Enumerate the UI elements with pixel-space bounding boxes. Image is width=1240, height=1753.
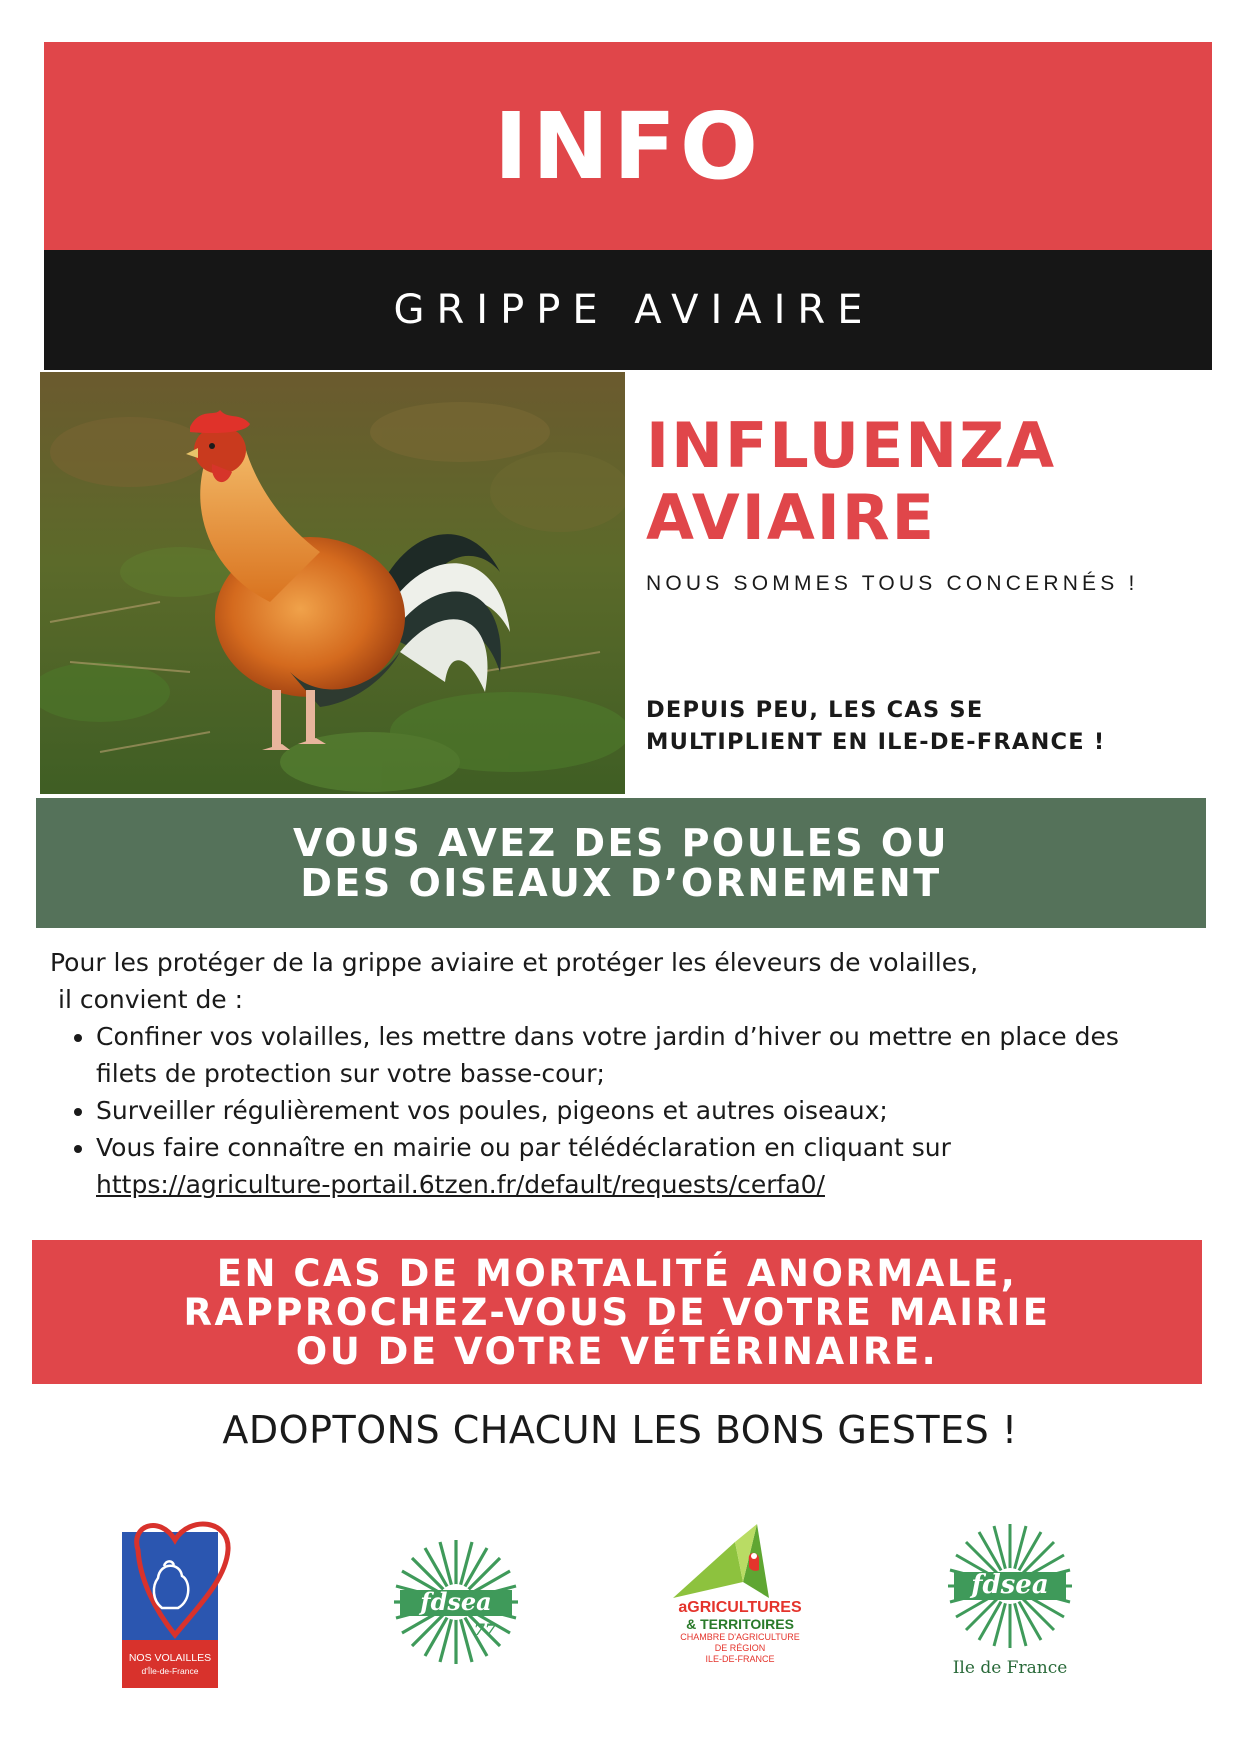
- list-item: [96, 1092, 1200, 1129]
- agri-region-name: ILE-DE-FRANCE: [705, 1654, 775, 1664]
- advice-list: [50, 1018, 1200, 1203]
- agri-name: aGRICULTURES: [678, 1599, 802, 1616]
- bullet-3-line1: Vous faire connaître en mairie ou par télédéclaration en cliquant sur: [96, 1133, 951, 1162]
- fdsea77-number: 77: [473, 1620, 497, 1639]
- headline-line2: AVIAIRE: [646, 481, 936, 554]
- fdsea-idf-region: Ile de France: [952, 1658, 1068, 1678]
- teledeclaration-link[interactable]: https://agriculture-portail.6tzen.fr/default/requests/cerfa0/: [96, 1170, 825, 1199]
- info-banner: [44, 42, 1212, 250]
- red-banner-line1: EN CAS DE MORTALITÉ ANORMALE,: [216, 1251, 1018, 1295]
- bullet-1-line2: filets de protection sur votre basse-cour;: [96, 1059, 605, 1088]
- green-banner-line2: DES OISEAUX D’ORNEMENT: [300, 861, 942, 905]
- list-item: [96, 1129, 1200, 1203]
- fdsea-idf-logo: [946, 1522, 1074, 1688]
- alert-line1: DEPUIS PEU, LES CAS SE: [646, 697, 984, 723]
- alert-line2: MULTIPLIENT EN ILE-DE-FRANCE !: [646, 729, 1106, 755]
- agri-subname: & TERRITOIRES: [686, 1616, 794, 1632]
- info-title: INFO: [493, 92, 763, 200]
- agri-chamber: CHAMBRE D'AGRICULTURE: [680, 1632, 800, 1642]
- fdsea-idf-name: fdsea: [971, 1570, 1049, 1600]
- rooster-photo: [40, 372, 625, 794]
- nos-volailles-logo: [120, 1510, 235, 1690]
- volailles-name: NOS VOLAILLES: [128, 1652, 212, 1664]
- bullet-2-line1: Surveiller régulièrement vos poules, pigeons et autres oiseaux;: [96, 1096, 888, 1125]
- fdsea77-name: fdsea: [420, 1587, 492, 1616]
- agricultures-mark-icon: [665, 1520, 815, 1600]
- agricultures-territoires-logo: [665, 1520, 815, 1680]
- intro-line1: Pour les protéger de la grippe aviaire et protéger les éleveurs de volailles,: [50, 948, 979, 977]
- green-banner-line1: VOUS AVEZ DES POULES OU: [292, 821, 950, 865]
- intro-line2: il convient de :: [58, 985, 244, 1014]
- red-banner-line3: OU DE VOTRE VÉTÉRINAIRE.: [295, 1329, 939, 1373]
- fdsea77-logo: [392, 1538, 520, 1666]
- rooster-illustration: [40, 372, 625, 794]
- alert-text: [646, 694, 1105, 758]
- mortality-banner: [32, 1240, 1202, 1384]
- subject-title: GRIPPE AVIAIRE: [393, 287, 875, 333]
- advice-section: [50, 944, 1200, 1203]
- headline-title: [646, 410, 1056, 554]
- headline-tagline: NOUS SOMMES TOUS CONCERNÉS !: [646, 572, 1139, 595]
- subject-banner: [44, 250, 1212, 370]
- agri-region: DE RÉGION: [714, 1643, 766, 1653]
- footer-slogan: ADOPTONS CHACUN LES BONS GESTES !: [222, 1408, 1018, 1452]
- bullet-1-line1: Confiner vos volailles, les mettre dans votre jardin d’hiver ou mettre en place des: [96, 1022, 1119, 1051]
- headline-line1: INFLUENZA: [646, 409, 1057, 482]
- poultry-owners-banner: [36, 798, 1206, 928]
- list-item: [96, 1018, 1200, 1092]
- red-banner-line2: RAPPROCHEZ-VOUS DE VOTRE MAIRIE: [183, 1290, 1051, 1334]
- volailles-region: d'Île-de-France: [141, 1666, 199, 1676]
